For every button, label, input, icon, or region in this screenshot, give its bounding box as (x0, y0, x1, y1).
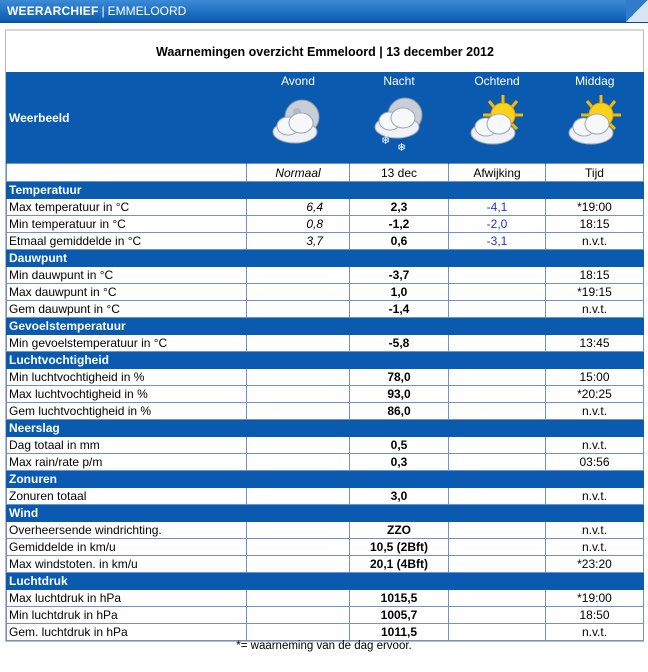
row-deviation-value (449, 437, 546, 454)
row-normal-value (247, 454, 350, 471)
row-normal-value (247, 335, 350, 352)
row-normal-value (247, 539, 350, 556)
row-normal-value (247, 386, 350, 403)
row-label: Gem luchtvochtigheid in % (7, 403, 247, 420)
row-label: Min dauwpunt in °C (7, 267, 247, 284)
row-deviation-value: -2,0 (449, 216, 546, 233)
section-title: Gevoelstemperatuur (7, 318, 644, 335)
period-avond (247, 72, 350, 164)
period-nacht (350, 72, 449, 164)
row-time-value: *19:00 (546, 590, 644, 607)
cloudy-sun-icon (465, 91, 529, 155)
row-label: Max dauwpunt in °C (7, 284, 247, 301)
row-label: Min temperatuur in °C (7, 216, 247, 233)
table-title-row (7, 31, 644, 72)
row-deviation-value: -4,1 (449, 199, 546, 216)
row-normal-value: 0,8 (247, 216, 350, 233)
table-row (7, 454, 644, 471)
row-deviation-value (449, 301, 546, 318)
section-header-row (7, 182, 644, 199)
table-row (7, 216, 644, 233)
table-row (7, 233, 644, 250)
table-row (7, 607, 644, 624)
row-deviation-value (449, 522, 546, 539)
row-day-value: 86,0 (350, 403, 449, 420)
table-row (7, 403, 644, 420)
section-header-row (7, 573, 644, 590)
period-name: Avond (281, 74, 315, 88)
row-time-value: n.v.t. (546, 403, 644, 420)
row-label: Etmaal gemiddelde in °C (7, 233, 247, 250)
row-normal-value (247, 267, 350, 284)
row-label: Max luchtvochtigheid in % (7, 386, 247, 403)
row-label: Max luchtdruk in hPa (7, 590, 247, 607)
title-separator: | (101, 4, 105, 18)
section-title: Luchtvochtigheid (7, 352, 644, 369)
table-row (7, 624, 644, 641)
period-name: Ochtend (474, 74, 520, 88)
row-day-value: 93,0 (350, 386, 449, 403)
row-deviation-value (449, 556, 546, 573)
cloudy-moon-snow-icon (367, 91, 431, 155)
row-label: Dag totaal in mm (7, 437, 247, 454)
header-bar (0, 0, 648, 23)
row-label: Gemiddelde in km/u (7, 539, 247, 556)
row-time-value: *23:20 (546, 556, 644, 573)
row-time-value: 03:56 (546, 454, 644, 471)
column-header-empty (7, 164, 247, 182)
row-time-value: n.v.t. (546, 488, 644, 505)
row-normal-value (247, 556, 350, 573)
table-row (7, 437, 644, 454)
row-deviation-value (449, 335, 546, 352)
row-label: Min luchtdruk in hPa (7, 607, 247, 624)
section-header-row (7, 505, 644, 522)
row-time-value: n.v.t. (546, 233, 644, 250)
row-label: Min luchtvochtigheid in % (7, 369, 247, 386)
row-deviation-value (449, 403, 546, 420)
row-normal-value (247, 590, 350, 607)
table-row (7, 199, 644, 216)
location-name: EMMELOORD (107, 4, 187, 18)
section-title: Zonuren (7, 471, 644, 488)
row-day-value: 0,3 (350, 454, 449, 471)
section-header-row (7, 352, 644, 369)
table-row (7, 522, 644, 539)
row-day-value: -5,8 (350, 335, 449, 352)
row-deviation-value (449, 607, 546, 624)
svg-text:❄: ❄ (397, 141, 407, 154)
header-corner-decoration (626, 0, 648, 22)
period-middag (546, 72, 644, 164)
table-title: Waarnemingen overzicht Emmeloord | 13 december 2012 (156, 44, 494, 59)
section-title: Wind (7, 505, 644, 522)
section-header-row (7, 318, 644, 335)
row-day-value: 0,5 (350, 437, 449, 454)
weerbeeld-label: Weerbeeld (7, 72, 247, 164)
row-normal-value (247, 437, 350, 454)
row-day-value: ZZO (350, 522, 449, 539)
row-time-value: 18:15 (546, 267, 644, 284)
row-day-value: 20,1 (4Bft) (350, 556, 449, 573)
row-label: Max windstoten. in km/u (7, 556, 247, 573)
column-header-date: 13 dec (350, 164, 449, 182)
row-day-value: 10,5 (2Bft) (350, 539, 449, 556)
section-header-row (7, 250, 644, 267)
column-header-normal: Normaal (247, 164, 350, 182)
row-day-value: 3,0 (350, 488, 449, 505)
observations-panel (5, 29, 644, 642)
row-deviation-value (449, 624, 546, 641)
table-row (7, 267, 644, 284)
row-time-value: *19:15 (546, 284, 644, 301)
site-title: WEERARCHIEF (7, 4, 99, 18)
row-day-value: -3,7 (350, 267, 449, 284)
row-normal-value: 6,4 (247, 199, 350, 216)
row-day-value: -1,4 (350, 301, 449, 318)
row-label: Min gevoelstemperatuur in °C (7, 335, 247, 352)
row-normal-value (247, 301, 350, 318)
row-deviation-value (449, 369, 546, 386)
row-normal-value (247, 369, 350, 386)
row-normal-value (247, 403, 350, 420)
table-row (7, 539, 644, 556)
row-deviation-value (449, 590, 546, 607)
weerbeeld-row (7, 72, 644, 164)
row-time-value: *20:25 (546, 386, 644, 403)
column-header-time: Tijd (546, 164, 644, 182)
row-label: Max temperatuur in °C (7, 199, 247, 216)
cloudy-sun-icon (563, 91, 627, 155)
footnote: *= waarneming van de dag ervoor. (236, 640, 412, 652)
table-row (7, 369, 644, 386)
row-time-value: n.v.t. (546, 539, 644, 556)
section-title: Neerslag (7, 420, 644, 437)
observations-table (6, 31, 644, 641)
section-header-row (7, 471, 644, 488)
row-normal-value (247, 488, 350, 505)
row-time-value: 18:15 (546, 216, 644, 233)
row-time-value: 18:50 (546, 607, 644, 624)
section-title: Luchtdruk (7, 573, 644, 590)
row-day-value: 0,6 (350, 233, 449, 250)
row-deviation-value (449, 539, 546, 556)
row-time-value: 13:45 (546, 335, 644, 352)
row-day-value: 1011,5 (350, 624, 449, 641)
row-time-value: 15:00 (546, 369, 644, 386)
period-name: Middag (575, 74, 615, 88)
table-row (7, 386, 644, 403)
row-normal-value: 3,7 (247, 233, 350, 250)
row-time-value: n.v.t. (546, 624, 644, 641)
cloudy-moon-icon (266, 91, 330, 155)
table-row (7, 301, 644, 318)
table-row (7, 590, 644, 607)
section-header-row (7, 420, 644, 437)
row-time-value: n.v.t. (546, 437, 644, 454)
row-day-value: 1,0 (350, 284, 449, 301)
row-label: Zonuren totaal (7, 488, 247, 505)
column-header-deviation: Afwijking (449, 164, 546, 182)
svg-text:❄: ❄ (381, 134, 391, 147)
row-normal-value (247, 607, 350, 624)
row-time-value: n.v.t. (546, 522, 644, 539)
column-header-row (7, 164, 644, 182)
row-day-value: 2,3 (350, 199, 449, 216)
table-row (7, 335, 644, 352)
row-day-value: 1015,5 (350, 590, 449, 607)
table-row (7, 488, 644, 505)
period-ochtend (449, 72, 546, 164)
table-row (7, 556, 644, 573)
row-deviation-value (449, 488, 546, 505)
table-row (7, 284, 644, 301)
row-normal-value (247, 522, 350, 539)
row-label: Gem dauwpunt in °C (7, 301, 247, 318)
row-label: Overheersende windrichting. (7, 522, 247, 539)
row-label: Max rain/rate p/m (7, 454, 247, 471)
row-normal-value (247, 284, 350, 301)
period-name: Nacht (383, 74, 415, 88)
row-deviation-value (449, 267, 546, 284)
row-day-value: 78,0 (350, 369, 449, 386)
row-deviation-value (449, 284, 546, 301)
row-label: Gem. luchtdruk in hPa (7, 624, 247, 641)
row-time-value: n.v.t. (546, 301, 644, 318)
section-title: Dauwpunt (7, 250, 644, 267)
row-day-value: -1,2 (350, 216, 449, 233)
row-day-value: 1005,7 (350, 607, 449, 624)
section-title: Temperatuur (7, 182, 644, 199)
row-normal-value (247, 624, 350, 641)
row-deviation-value (449, 454, 546, 471)
row-deviation-value (449, 386, 546, 403)
row-time-value: *19:00 (546, 199, 644, 216)
row-deviation-value: -3,1 (449, 233, 546, 250)
